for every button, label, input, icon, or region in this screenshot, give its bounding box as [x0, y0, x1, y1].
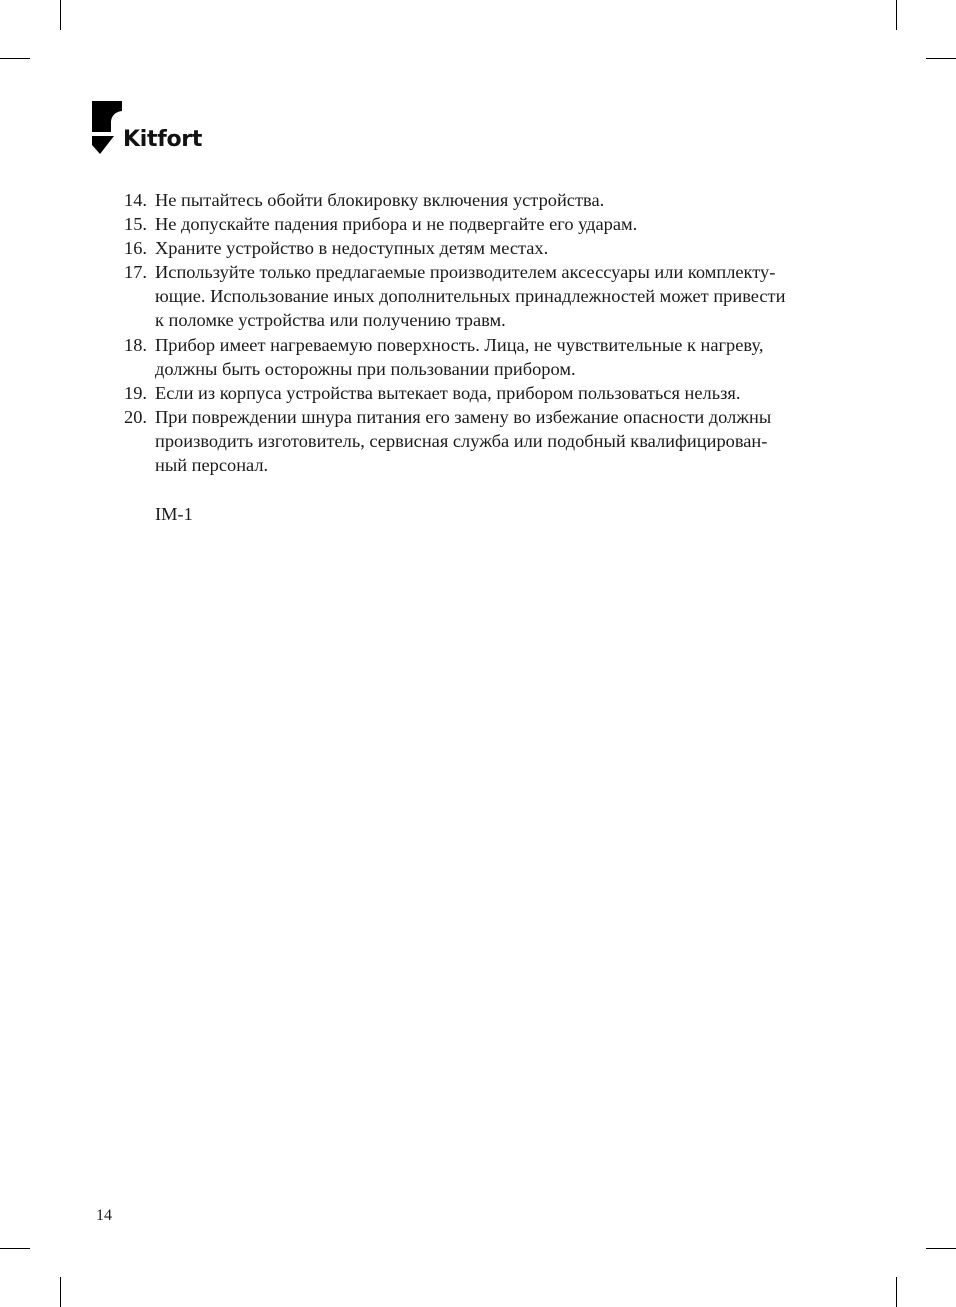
instruction-number: 16. — [124, 238, 147, 259]
instruction-number: 17. — [124, 262, 147, 283]
instruction-item — [124, 381, 854, 405]
instruction-item — [124, 212, 854, 236]
instruction-text: Если из корпуса устройства вытекает вода, прибором пользоваться нельзя. — [155, 382, 741, 403]
instruction-item — [124, 188, 854, 212]
crop-mark-bottom-right-horizontal — [926, 1248, 956, 1249]
crop-mark-top-left-vertical — [60, 0, 61, 30]
instruction-text: ный персонал. — [155, 455, 269, 476]
kitfort-logo — [92, 101, 232, 157]
instruction-text: Прибор имеет нагреваемую поверхность. Лица, не чувствительные к нагреву, — [155, 334, 764, 355]
instruction-text: Используйте только предлагаемые производителем аксессуары или комплекту- — [155, 262, 776, 283]
instruction-item — [124, 260, 854, 332]
safety-instructions-list — [124, 188, 854, 477]
instruction-number: 19. — [124, 382, 147, 403]
crop-mark-bottom-right-vertical — [896, 1277, 897, 1307]
instruction-text: Храните устройство в недоступных детям местах. — [155, 238, 549, 259]
instruction-number: 20. — [124, 406, 147, 427]
crop-mark-top-right-horizontal — [926, 58, 956, 59]
model-code: IM-1 — [155, 504, 193, 524]
instruction-number: 18. — [124, 334, 147, 355]
instruction-text: к поломке устройства или получению травм. — [155, 310, 506, 331]
instruction-text: При повреждении шнура питания его замену во избежание опасности должны — [155, 406, 772, 427]
instruction-text: Не допускайте падения прибора и не подвергайте его ударам. — [155, 214, 638, 235]
instruction-item — [124, 236, 854, 260]
brand-name: Kitfort — [123, 127, 203, 152]
crop-mark-bottom-left-horizontal — [0, 1248, 30, 1249]
instruction-text: производить изготовитель, сервисная служба или подобный квалифицирован- — [155, 430, 768, 451]
crop-mark-bottom-left-vertical — [60, 1277, 61, 1307]
instruction-item — [124, 333, 854, 381]
instruction-number: 15. — [124, 214, 147, 235]
kitfort-quote-mark-icon — [92, 101, 122, 155]
instruction-text: ющие. Использование иных дополнительных принадлежностей может привести — [155, 286, 786, 307]
instruction-text: Не пытайтесь обойти блокировку включения устройства. — [155, 190, 605, 210]
crop-mark-top-right-vertical — [896, 0, 897, 30]
instruction-number: 14. — [124, 190, 147, 210]
instruction-text: должны быть осторожны при пользовании прибором. — [155, 358, 576, 379]
crop-mark-top-left-horizontal — [0, 58, 30, 59]
instruction-item — [124, 405, 854, 477]
page-number: 14 — [96, 1207, 112, 1224]
